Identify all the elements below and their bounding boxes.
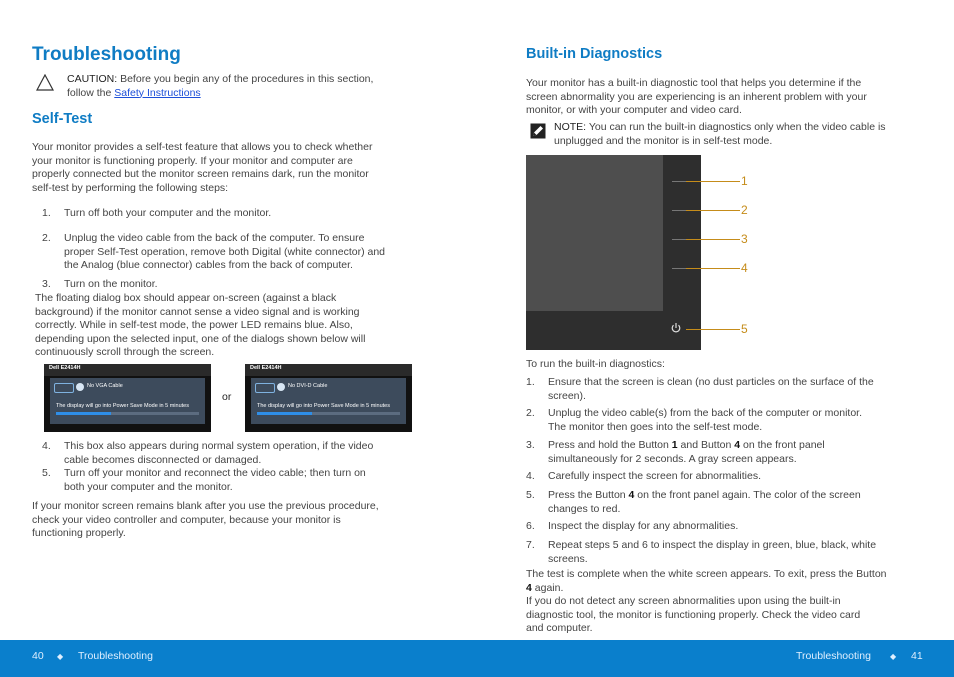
intro-line: self-test by performing the following steps: <box>32 181 229 194</box>
caution-icon <box>36 74 54 96</box>
or-label: or <box>222 391 232 403</box>
desc-line: correctly. While in self-test mode, the power LED remains blue. Also, <box>35 319 353 332</box>
final-line: and computer. <box>526 622 593 635</box>
step-number: 5. <box>526 489 535 501</box>
dialog-progress-bar <box>257 412 400 415</box>
diagnostics-completion <box>526 568 931 636</box>
diag-step-3 <box>526 439 926 467</box>
power-button-icon <box>670 321 682 339</box>
diamond-bullet-icon: ◆ <box>57 652 64 661</box>
step-text: Carefully inspect the screen for abnormalities. <box>548 470 762 482</box>
final-line: If you do not detect any screen abnormalities upon using the built-in <box>526 595 841 608</box>
desc-line: continuously scroll through the screen. <box>35 346 215 359</box>
info-icon <box>76 383 84 391</box>
step-text: and Button <box>677 439 735 451</box>
button-ref: 4 <box>526 581 532 594</box>
left-footer-label: Troubleshooting <box>78 650 153 662</box>
step-number: 1. <box>526 376 535 388</box>
left-page-number: 40 <box>32 650 44 662</box>
closing-line: check your video controller and computer, because your monitor is <box>32 513 341 526</box>
dialog-progress-fill <box>56 412 111 415</box>
completion-line: again. <box>531 581 564 594</box>
no-vga-dialog-image <box>44 364 211 432</box>
monitor-screen <box>526 155 663 311</box>
note-line2: unplugged and the monitor is in self-test mode. <box>554 134 773 147</box>
diag-step-1 <box>526 376 926 404</box>
button-5-label: 5 <box>741 322 748 336</box>
note-pencil-icon <box>530 123 546 144</box>
intro-line: screen abnormality you are experiencing is an inherent problem with your <box>526 90 867 103</box>
step-text: screen). <box>548 389 586 402</box>
self-test-closing <box>32 500 427 541</box>
caution-label: CAUTION: <box>67 73 118 85</box>
safety-instructions-link[interactable]: Safety Instructions <box>114 86 201 99</box>
self-test-step-1 <box>42 207 432 221</box>
step-number: 4. <box>526 470 535 482</box>
step-number: 3. <box>526 439 535 451</box>
completion-line: The test is complete when the white screen appears. To exit, press the Button <box>526 568 887 580</box>
closing-line: If your monitor screen remains blank after you use the previous procedure, <box>32 500 379 512</box>
step-text: on the front panel <box>740 439 825 451</box>
intro-line: Your monitor has a built-in diagnostic tool that helps you determine if the <box>526 77 862 89</box>
floating-dialog-description <box>35 292 425 360</box>
front-button-1 <box>672 181 686 182</box>
diag-step-7 <box>526 539 926 567</box>
monitor-illustration <box>526 155 701 350</box>
info-icon <box>277 383 285 391</box>
button-2-leader-line <box>686 210 740 211</box>
step-text: proper Self-Test operation, remove both Digital (white connector) and <box>64 245 385 258</box>
right-page-number: 41 <box>911 650 923 662</box>
button-4-label: 4 <box>741 261 748 275</box>
dialog-title: Dell E2414H <box>49 365 81 371</box>
dialog-body <box>50 378 205 424</box>
button-1-label: 1 <box>741 174 748 188</box>
step-text: screens. <box>548 552 588 565</box>
dialog-notice: The display will go into Power Save Mode in 5 minutes <box>56 403 189 409</box>
step-text: Inspect the display for any abnormalities. <box>548 520 739 532</box>
button-1-leader-line <box>686 181 740 182</box>
step-text: Press the Button <box>548 489 629 501</box>
intro-line: your monitor is functioning properly. If your monitor and computer are <box>32 154 353 167</box>
desc-line: background) if the monitor cannot sense a video signal and is working <box>35 305 360 318</box>
step-text: simultaneously for 2 seconds. A gray screen appears. <box>548 452 797 465</box>
dialog-notice: The display will go into Power Save Mode in 5 minutes <box>257 403 390 409</box>
button-5-leader-line <box>686 329 740 330</box>
self-test-heading: Self-Test <box>32 111 93 127</box>
final-line: diagnostic tool, the monitor is functioning properly. Check the video card <box>526 608 861 621</box>
button-ref: 4 <box>628 489 635 501</box>
step-text: the Analog (blue connector) cables from the back of computer. <box>64 259 353 272</box>
dvi-connector-icon <box>255 383 275 393</box>
caution-text <box>67 73 417 100</box>
dialog-message: No VGA Cable <box>87 383 123 389</box>
step-text: Press and hold the Button <box>548 439 672 451</box>
closing-line: functioning properly. <box>32 527 126 540</box>
self-test-step-5 <box>42 467 432 495</box>
diag-step-4 <box>526 470 926 484</box>
button-3-label: 3 <box>741 232 748 246</box>
dialog-title: Dell E2414H <box>250 365 282 371</box>
diagnostics-intro <box>526 77 926 118</box>
caution-line1: Before you begin any of the procedures in this section, <box>117 73 374 85</box>
dialog-progress-fill <box>257 412 312 415</box>
step-number: 3. <box>42 278 51 290</box>
step-text: The monitor then goes into the self-test mode. <box>548 420 763 433</box>
step-number: 6. <box>526 520 535 532</box>
desc-line: The floating dialog box should appear on-screen (against a black <box>35 292 337 304</box>
step-number: 5. <box>42 467 51 479</box>
intro-line: properly connected but the monitor screen remains dark, run the monitor <box>32 168 369 181</box>
page-title: Troubleshooting <box>32 44 181 65</box>
self-test-intro <box>32 141 422 195</box>
no-dvi-dialog-image <box>245 364 412 432</box>
button-ref: 1 <box>671 439 678 451</box>
diag-step-5 <box>526 489 926 517</box>
diag-step-2 <box>526 407 926 435</box>
dialog-progress-bar <box>56 412 199 415</box>
step-text: Turn off both your computer and the monitor. <box>64 207 272 219</box>
dialog-message: No DVI-D Cable <box>288 383 328 389</box>
intro-line: monitor, or with your computer and video card. <box>526 104 742 117</box>
note-label: NOTE: <box>554 121 587 133</box>
step-number: 2. <box>526 407 535 419</box>
dialog-body <box>251 378 406 424</box>
self-test-step-2 <box>42 232 432 274</box>
caution-line2: follow the <box>67 86 115 99</box>
step-number: 2. <box>42 232 51 244</box>
diagnostics-note <box>554 121 934 148</box>
intro-line: Your monitor provides a self-test feature that allows you to check whether <box>32 141 373 153</box>
step-text: Turn on the monitor. <box>64 278 158 290</box>
step-text: Ensure that the screen is clean (no dust particles on the surface of the <box>548 376 874 388</box>
front-button-3 <box>672 239 686 240</box>
front-button-4 <box>672 268 686 269</box>
step-text: changes to red. <box>548 502 621 515</box>
self-test-step-4 <box>42 440 432 468</box>
built-in-diagnostics-heading: Built-in Diagnostics <box>526 46 663 62</box>
step-text: cable becomes disconnected or damaged. <box>64 453 262 466</box>
page-footer <box>0 640 954 677</box>
step-number: 7. <box>526 539 535 551</box>
step-number: 4. <box>42 440 51 452</box>
button-4-leader-line <box>686 268 740 269</box>
step-text: Repeat steps 5 and 6 to inspect the display in green, blue, black, white <box>548 539 877 551</box>
step-text: both your computer and the monitor. <box>64 480 233 493</box>
step-text: Unplug the video cable(s) from the back of the computer or monitor. <box>548 407 862 419</box>
diamond-bullet-icon: ◆ <box>890 652 897 661</box>
right-footer-label: Troubleshooting <box>796 650 871 662</box>
step-text: Unplug the video cable from the back of the computer. To ensure <box>64 232 365 244</box>
note-line1: You can run the built-in diagnostics only when the video cable is <box>586 121 886 133</box>
step-number: 1. <box>42 207 51 219</box>
front-button-2 <box>672 210 686 211</box>
step-text: Turn off your monitor and reconnect the video cable; then turn on <box>64 467 366 479</box>
button-3-leader-line <box>686 239 740 240</box>
step-text: This box also appears during normal system operation, if the video <box>64 440 374 452</box>
button-2-label: 2 <box>741 203 748 217</box>
step-text: on the front panel again. The color of the screen <box>634 489 861 501</box>
to-run-label: To run the built-in diagnostics: <box>526 358 665 370</box>
vga-connector-icon <box>54 383 74 393</box>
diag-step-6 <box>526 520 926 534</box>
desc-line: depending upon the selected input, one of the dialogs shown below will <box>35 332 366 345</box>
button-ref: 4 <box>734 439 741 451</box>
self-test-step-3 <box>42 278 432 292</box>
